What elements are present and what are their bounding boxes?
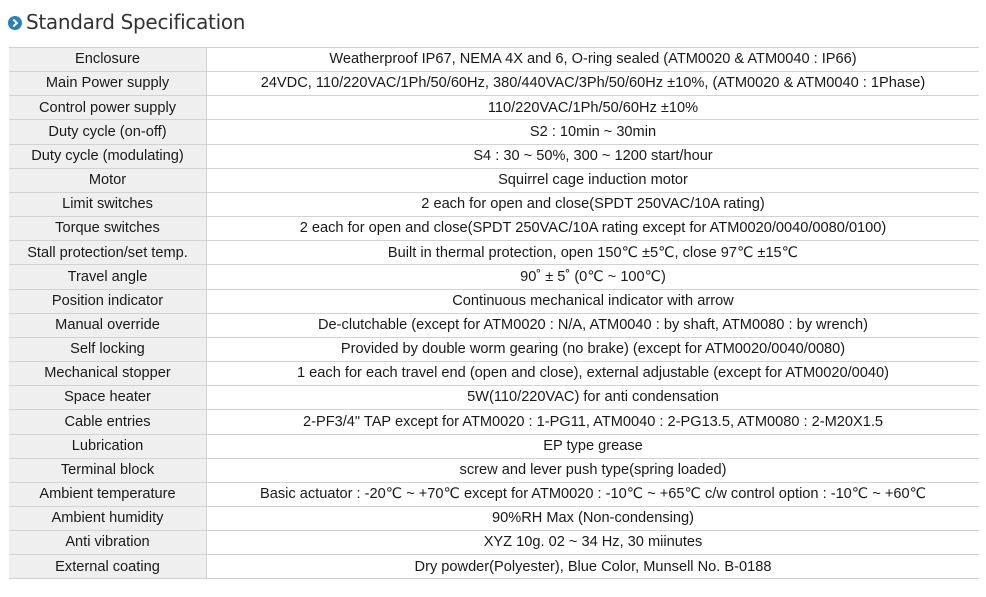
table-row — [9, 506, 979, 530]
table-row — [9, 410, 979, 434]
table-row — [9, 217, 979, 241]
spec-value: screw and lever push type(spring loaded) — [207, 458, 980, 482]
spec-label: Limit switches — [9, 192, 207, 216]
spec-value: 110/220VAC/1Ph/50/60Hz ±10% — [207, 96, 980, 120]
table-row — [9, 555, 979, 579]
table-row — [9, 144, 979, 168]
spec-label: Stall protection/set temp. — [9, 241, 207, 265]
spec-value: S4 : 30 ~ 50%, 300 ~ 1200 start/hour — [207, 144, 980, 168]
chevron-right-circle-icon — [8, 16, 22, 30]
spec-label: Space heater — [9, 386, 207, 410]
table-row — [9, 482, 979, 506]
table-row — [9, 458, 979, 482]
spec-label: Ambient humidity — [9, 506, 207, 530]
spec-value: Continuous mechanical indicator with arrow — [207, 289, 980, 313]
table-row — [9, 531, 979, 555]
table-row — [9, 265, 979, 289]
spec-label: External coating — [9, 555, 207, 579]
table-row — [9, 192, 979, 216]
spec-label: Cable entries — [9, 410, 207, 434]
table-row — [9, 386, 979, 410]
table-row — [9, 241, 979, 265]
spec-label: Duty cycle (on-off) — [9, 120, 207, 144]
table-row — [9, 48, 979, 72]
spec-value: Built in thermal protection, open 150℃ ±5℃, close 97℃ ±15℃ — [207, 241, 980, 265]
spec-label: Main Power supply — [9, 72, 207, 96]
spec-value: De-clutchable (except for ATM0020 : N/A, ATM0040 : by shaft, ATM0080 : by wrench) — [207, 313, 980, 337]
spec-label: Ambient temperature — [9, 482, 207, 506]
spec-label: Self locking — [9, 337, 207, 361]
spec-value: XYZ 10g. 02 ~ 34 Hz, 30 miinutes — [207, 531, 980, 555]
spec-value: 2 each for open and close(SPDT 250VAC/10A rating) — [207, 192, 980, 216]
spec-label: Terminal block — [9, 458, 207, 482]
spec-label: Manual override — [9, 313, 207, 337]
table-row — [9, 96, 979, 120]
spec-value: Dry powder(Polyester), Blue Color, Munsell No. B-0188 — [207, 555, 980, 579]
section-heading — [8, 9, 245, 35]
spec-label: Lubrication — [9, 434, 207, 458]
spec-label: Position indicator — [9, 289, 207, 313]
spec-value: 90%RH Max (Non-condensing) — [207, 506, 980, 530]
spec-label: Mechanical stopper — [9, 362, 207, 386]
spec-value: Provided by double worm gearing (no brake) (except for ATM0020/0040/0080) — [207, 337, 980, 361]
table-row — [9, 434, 979, 458]
spec-value: S2 : 10min ~ 30min — [207, 120, 980, 144]
spec-value: 1 each for each travel end (open and close), external adjustable (except for ATM0020/0040) — [207, 362, 980, 386]
spec-value: Squirrel cage induction motor — [207, 168, 980, 192]
spec-value: Weatherproof IP67, NEMA 4X and 6, O-ring sealed (ATM0020 & ATM0040 : IP66) — [207, 48, 980, 72]
spec-value: 90˚ ± 5˚ (0℃ ~ 100℃) — [207, 265, 980, 289]
spec-value: Basic actuator : -20℃ ~ +70℃ except for ATM0020 : -10℃ ~ +65℃ c/w control option : -10℃ ~ +60℃ — [207, 482, 980, 506]
table-row — [9, 289, 979, 313]
spec-label: Torque switches — [9, 217, 207, 241]
spec-value: 5W(110/220VAC) for anti condensation — [207, 386, 980, 410]
table-row — [9, 72, 979, 96]
spec-value: 2 each for open and close(SPDT 250VAC/10A rating except for ATM0020/0040/0080/0100) — [207, 217, 980, 241]
spec-label: Motor — [9, 168, 207, 192]
spec-table — [9, 47, 979, 579]
spec-table-body — [9, 48, 979, 579]
spec-label: Anti vibration — [9, 531, 207, 555]
table-row — [9, 168, 979, 192]
spec-value: 2-PF3/4" TAP except for ATM0020 : 1-PG11, ATM0040 : 2-PG13.5, ATM0080 : 2-M20X1.5 — [207, 410, 980, 434]
table-row — [9, 337, 979, 361]
table-row — [9, 313, 979, 337]
table-row — [9, 362, 979, 386]
table-row — [9, 120, 979, 144]
spec-label: Travel angle — [9, 265, 207, 289]
spec-label: Duty cycle (modulating) — [9, 144, 207, 168]
spec-label: Control power supply — [9, 96, 207, 120]
page-title: Standard Specification — [26, 10, 246, 34]
spec-value: EP type grease — [207, 434, 980, 458]
spec-label: Enclosure — [9, 48, 207, 72]
spec-value: 24VDC, 110/220VAC/1Ph/50/60Hz, 380/440VAC/3Ph/50/60Hz ±10%, (ATM0020 & ATM0040 : 1Phase) — [207, 72, 980, 96]
